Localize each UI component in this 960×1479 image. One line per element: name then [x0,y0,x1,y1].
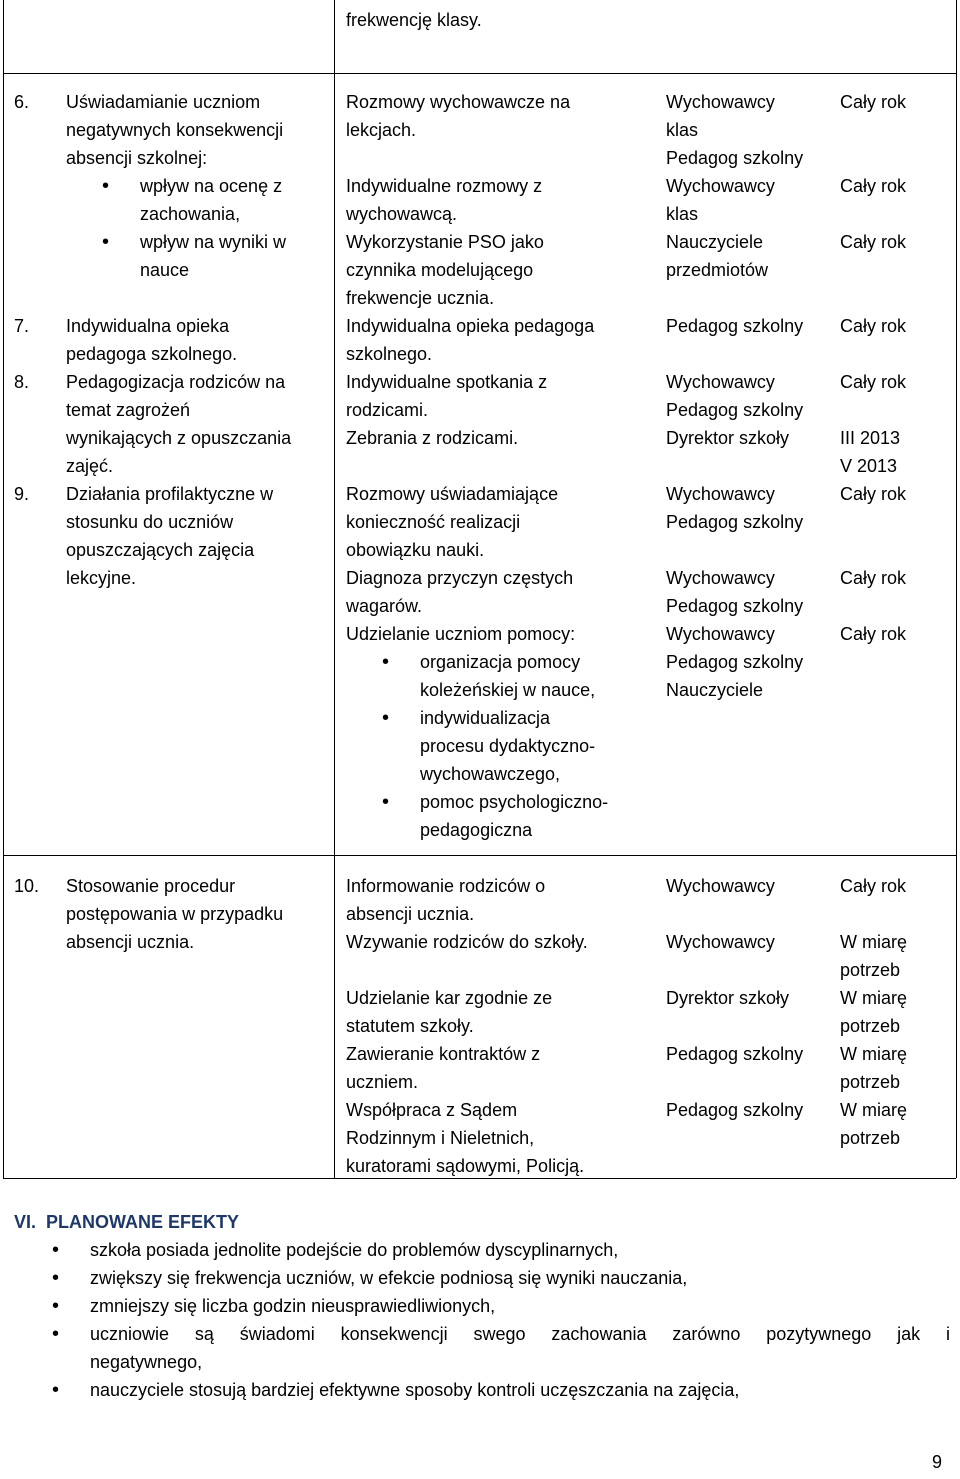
item-10-num: 10. [14,876,40,896]
action-text: lekcjach. [346,120,417,140]
action-text: Diagnoza przyczyn częstych [346,568,574,588]
action-text: Informowanie rodziców o [346,876,546,896]
action-text: Indywidualna opieka pedagoga [346,316,595,336]
item-8-line: zajęć. [66,456,114,476]
item-7-line: pedagoga szkolnego. [66,344,238,364]
action-text: Udzielanie uczniom pomocy: [346,624,576,644]
responsible-text: Wychowawcy [666,484,775,504]
responsible-text: Wychowawcy [666,932,775,952]
term-text: potrzeb [840,1072,901,1092]
responsible-text: Pedagog szkolny [666,596,804,616]
item-6-bullets [140,172,330,284]
term-text: Cały rok [840,876,907,896]
responsible-text: Dyrektor szkoły [666,988,790,1008]
action-text: Zebrania z rodzicami. [346,428,519,448]
item-10-line: absencji ucznia. [66,932,195,952]
item-8-line: temat zagrożeń [66,400,191,420]
item-9-line: lekcyjne. [66,568,137,588]
action-text: Indywidualne rozmowy z [346,176,543,196]
action-text: Wykorzystanie PSO jako [346,232,544,252]
action-text: rodzicami. [346,400,429,420]
term-text: potrzeb [840,1128,901,1148]
action-text: Rodzinnym i Nieletnich, [346,1128,535,1148]
item-6-line: absencji szkolnej: [66,148,208,168]
responsible-text: Pedagog szkolny [666,316,804,336]
list-item: • szkoła posiada jednolite podejście do problemów dyscyplinarnych, [90,1236,950,1264]
responsible-text: Pedagog szkolny [666,1100,804,1120]
item-7-line: Indywidualna opieka [66,316,230,336]
action-text: kuratorami sądowymi, Policją. [346,1156,585,1176]
action-text: absencji ucznia. [346,904,475,924]
action-text: uczniem. [346,1072,419,1092]
list-item: • wpływ na ocenę z zachowania, [140,172,330,228]
item-9-line: stosunku do uczniów [66,512,234,532]
responsible-text: Wychowawcy [666,876,775,896]
item-10-line: postępowania w przypadku [66,904,284,924]
responsible-text: Pedagog szkolny [666,652,804,672]
action-text: Rozmowy uświadamiające [346,484,559,504]
list-item: • indywidualizacja procesu dydaktyczno- wychowawczego, [420,704,660,788]
list-item: • pomoc psychologiczno- pedagogiczna [420,788,660,844]
item-8-num: 8. [14,372,30,392]
item-6-line: negatywnych konsekwencji [66,120,284,140]
item-7-num: 7. [14,316,30,336]
action-text: szkolnego. [346,344,433,364]
list-item: • wpływ na wyniki w nauce [140,228,330,284]
list-item-continuation: negatywnego, [90,1352,203,1372]
list-item: • zwiększy się frekwencja uczniów, w efekcie podniosą się wyniki nauczania, [90,1264,950,1292]
term-text: Cały rok [840,232,907,252]
responsible-text: Wychowawcy [666,568,775,588]
responsible-text: Pedagog szkolny [666,400,804,420]
page-number: 9 [932,1452,943,1472]
action-text: Indywidualne spotkania z [346,372,548,392]
responsible-text: klas [666,204,699,224]
item-10-line: Stosowanie procedur [66,876,236,896]
responsible-text: Dyrektor szkoły [666,428,790,448]
item-9-line: opuszczających zajęcia [66,540,255,560]
action-text: Udzielanie kar zgodnie ze [346,988,553,1008]
action-text: wagarów. [346,596,423,616]
list-item: • zmniejszy się liczba godzin nieusprawiedliwionych, [90,1292,950,1320]
term-text: Cały rok [840,484,907,504]
item-6-num: 6. [14,92,30,112]
item-6-line: Uświadamianie uczniom [66,92,261,112]
term-text: Cały rok [840,372,907,392]
item-9-line: Działania profilaktyczne w [66,484,274,504]
responsible-text: Wychowawcy [666,624,775,644]
list-item: • uczniowie są świadomi konsekwencji swego zachowania zarówno pozytywnego jak i [90,1320,950,1348]
action-text: Rozmowy wychowawcze na [346,92,571,112]
term-text: W miarę [840,1044,907,1064]
responsible-text: przedmiotów [666,260,769,280]
item-8-line: Pedagogizacja rodziców na [66,372,286,392]
term-text: Cały rok [840,176,907,196]
term-text: Cały rok [840,316,907,336]
action-text: czynnika modelującego [346,260,534,280]
term-text: potrzeb [840,960,901,980]
action-text: statutem szkoły. [346,1016,474,1036]
term-text: V 2013 [840,456,898,476]
item-8-line: wynikających z opuszczania [66,428,292,448]
row-divider-top [3,73,956,74]
list-item: • organizacja pomocy koleżeńskiej w nauce, [420,648,660,704]
term-text: W miarę [840,1100,907,1120]
action-text: frekwencje ucznia. [346,288,495,308]
responsible-text: Wychowawcy [666,92,775,112]
responsible-text: Pedagog szkolny [666,148,804,168]
top-cell-text: frekwencję klasy. [346,10,482,30]
effects-list [90,1236,950,1404]
table-col-divider [334,0,335,1178]
row-divider-middle [3,855,956,856]
action-text: Współpraca z Sądem [346,1100,518,1120]
action-text: konieczność realizacji [346,512,521,532]
responsible-text: Pedagog szkolny [666,1044,804,1064]
table-border-left [3,0,4,1178]
item-9-num: 9. [14,484,30,504]
responsible-text: klas [666,120,699,140]
term-text: III 2013 [840,428,901,448]
term-text: Cały rok [840,568,907,588]
term-text: Cały rok [840,92,907,112]
responsible-text: Wychowawcy [666,176,775,196]
section-number: VI. [14,1212,37,1232]
responsible-text: Nauczyciele [666,232,764,252]
section-heading: PLANOWANE EFEKTY [46,1212,240,1232]
list-item: • nauczyciele stosują bardziej efektywne sposoby kontroli uczęszczania na zajęcia, [90,1376,950,1404]
term-text: Cały rok [840,624,907,644]
help-bullets [420,648,660,844]
action-text: Wzywanie rodziców do szkoły. [346,932,588,952]
term-text: W miarę [840,932,907,952]
table-border-right [956,0,957,1178]
term-text: W miarę [840,988,907,1008]
action-text: wychowawcą. [346,204,458,224]
action-text: obowiązku nauki. [346,540,485,560]
action-text: Zawieranie kontraktów z [346,1044,541,1064]
responsible-text: Nauczyciele [666,680,764,700]
term-text: potrzeb [840,1016,901,1036]
responsible-text: Wychowawcy [666,372,775,392]
responsible-text: Pedagog szkolny [666,512,804,532]
